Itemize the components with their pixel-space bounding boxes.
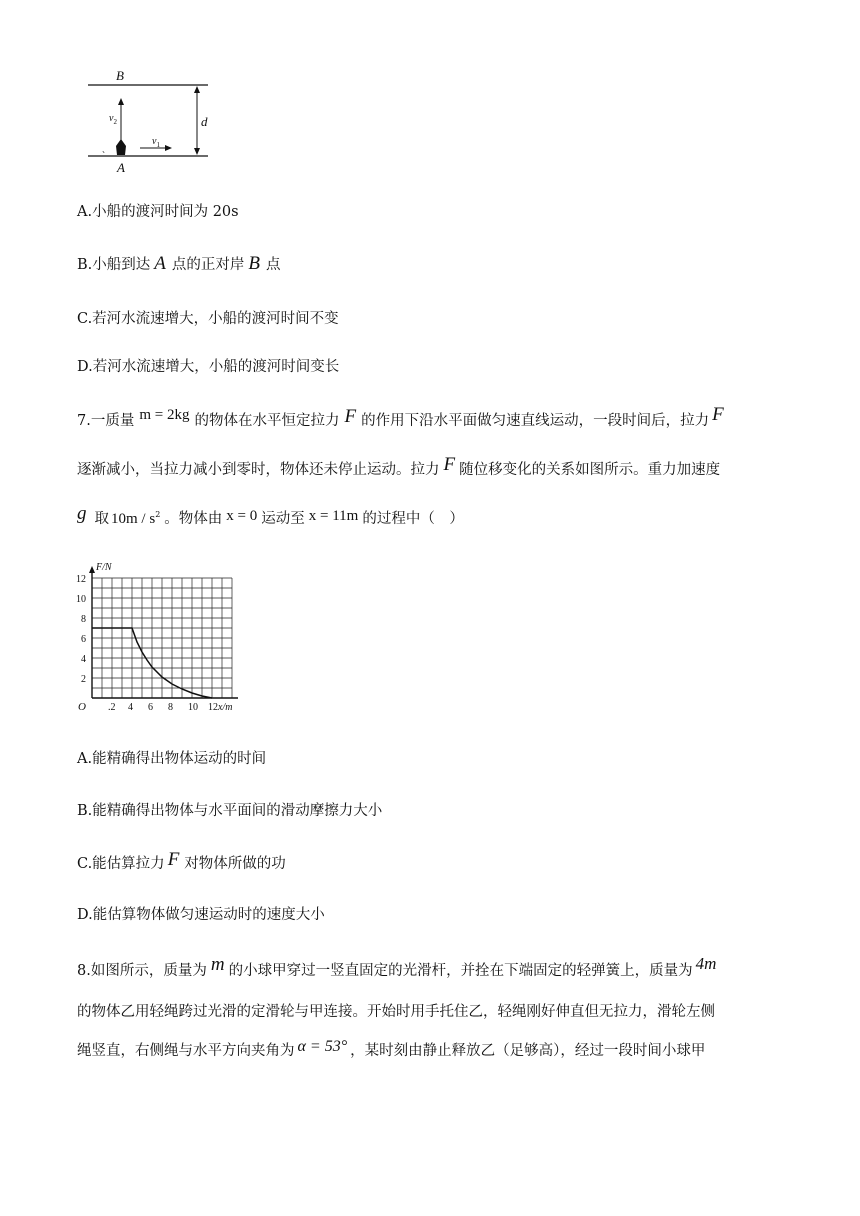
q7-stem-line-3: g 取 $10m / s^2$ 。物体由 x = 0 运动至 x = 11m 的过程中（ ） bbox=[77, 502, 464, 527]
y-tick-label: 8 bbox=[81, 614, 86, 625]
distance-label: d bbox=[201, 114, 208, 129]
x-axis-label: x/m bbox=[218, 702, 233, 713]
x-tick-label: 10 bbox=[188, 702, 198, 713]
q6-option-c: C.若河水流速增大，小船的渡河时间不变 bbox=[77, 311, 339, 327]
x-tick-label: 4 bbox=[128, 702, 133, 713]
y-tick-label: 10 bbox=[76, 594, 86, 605]
x-tick-label: 8 bbox=[168, 702, 173, 713]
y-tick-label: 2 bbox=[81, 674, 86, 685]
q7-stem-line-1: 7.一质量 m = 2kg 的物体在水平恒定拉力 F 的作用下沿水平面做匀速直线运动，一段时间后，拉力 F bbox=[77, 404, 724, 429]
q6-option-b: B.小船到达 A 点的正对岸 B 点 bbox=[77, 253, 281, 274]
v2-label: $v_2$ bbox=[109, 113, 117, 126]
origin-label: O bbox=[78, 701, 86, 713]
distance-arrow-head-bottom bbox=[194, 148, 200, 155]
chart-ticks bbox=[76, 574, 218, 713]
chart-grid bbox=[92, 578, 232, 698]
y-axis-arrow bbox=[89, 566, 95, 573]
v1-arrow-head bbox=[165, 145, 172, 151]
x-tick-label: 6 bbox=[148, 702, 153, 713]
v1-label: $v_1$ bbox=[152, 136, 160, 149]
q6-option-a: A.小船的渡河时间为 20s bbox=[77, 204, 239, 220]
q8-stem-line-2: 的物体乙用轻绳跨过光滑的定滑轮与甲连接。开始时用手托住乙，轻绳刚好伸直但无拉力，滑轮左侧 bbox=[77, 1004, 715, 1020]
q7-option-b: B.能精确得出物体与水平面间的滑动摩擦力大小 bbox=[77, 803, 383, 819]
q8-stem-line-1: 8.如图所示，质量为 m 的小球甲穿过一竖直固定的光滑杆，并拴在下端固定的轻弹簧上，质量为 4m bbox=[77, 954, 717, 979]
y-tick-label: 12 bbox=[76, 574, 86, 585]
y-tick-label: 4 bbox=[81, 654, 86, 665]
boat-shape bbox=[116, 139, 126, 155]
x-tick-label: .2 bbox=[108, 702, 116, 713]
force-displacement-chart bbox=[74, 560, 254, 716]
point-b-label: B bbox=[116, 68, 124, 83]
x-tick-label: 12 bbox=[208, 702, 218, 713]
q7-option-d: D.能估算物体做匀速运动时的速度大小 bbox=[77, 907, 325, 923]
v2-arrow-head bbox=[118, 98, 124, 105]
q6-option-d: D.若河水流速增大，小船的渡河时间变长 bbox=[77, 359, 340, 375]
q7-option-c: C.能估算拉力 F 对物体所做的功 bbox=[77, 849, 286, 872]
q8-stem-line-3: 绳竖直，右侧绳与水平方向夹角为 α = 53° ，某时刻由静止释放乙（足够高），经过一段时间小球甲 bbox=[77, 1038, 706, 1059]
boat-mark: 、 bbox=[102, 145, 110, 154]
distance-arrow-head-top bbox=[194, 86, 200, 93]
river-crossing-figure bbox=[80, 66, 230, 176]
q7-stem-line-2: 逐渐减小，当拉力减小到零时，物体还未停止运动。拉力 F 随位移变化的关系如图所示。重力加速度 bbox=[77, 454, 721, 478]
q7-option-a: A.能精确得出物体运动的时间 bbox=[77, 751, 267, 767]
y-axis-label: F/N bbox=[96, 562, 112, 573]
y-tick-label: 6 bbox=[81, 634, 86, 645]
point-a-label: A bbox=[117, 160, 125, 175]
